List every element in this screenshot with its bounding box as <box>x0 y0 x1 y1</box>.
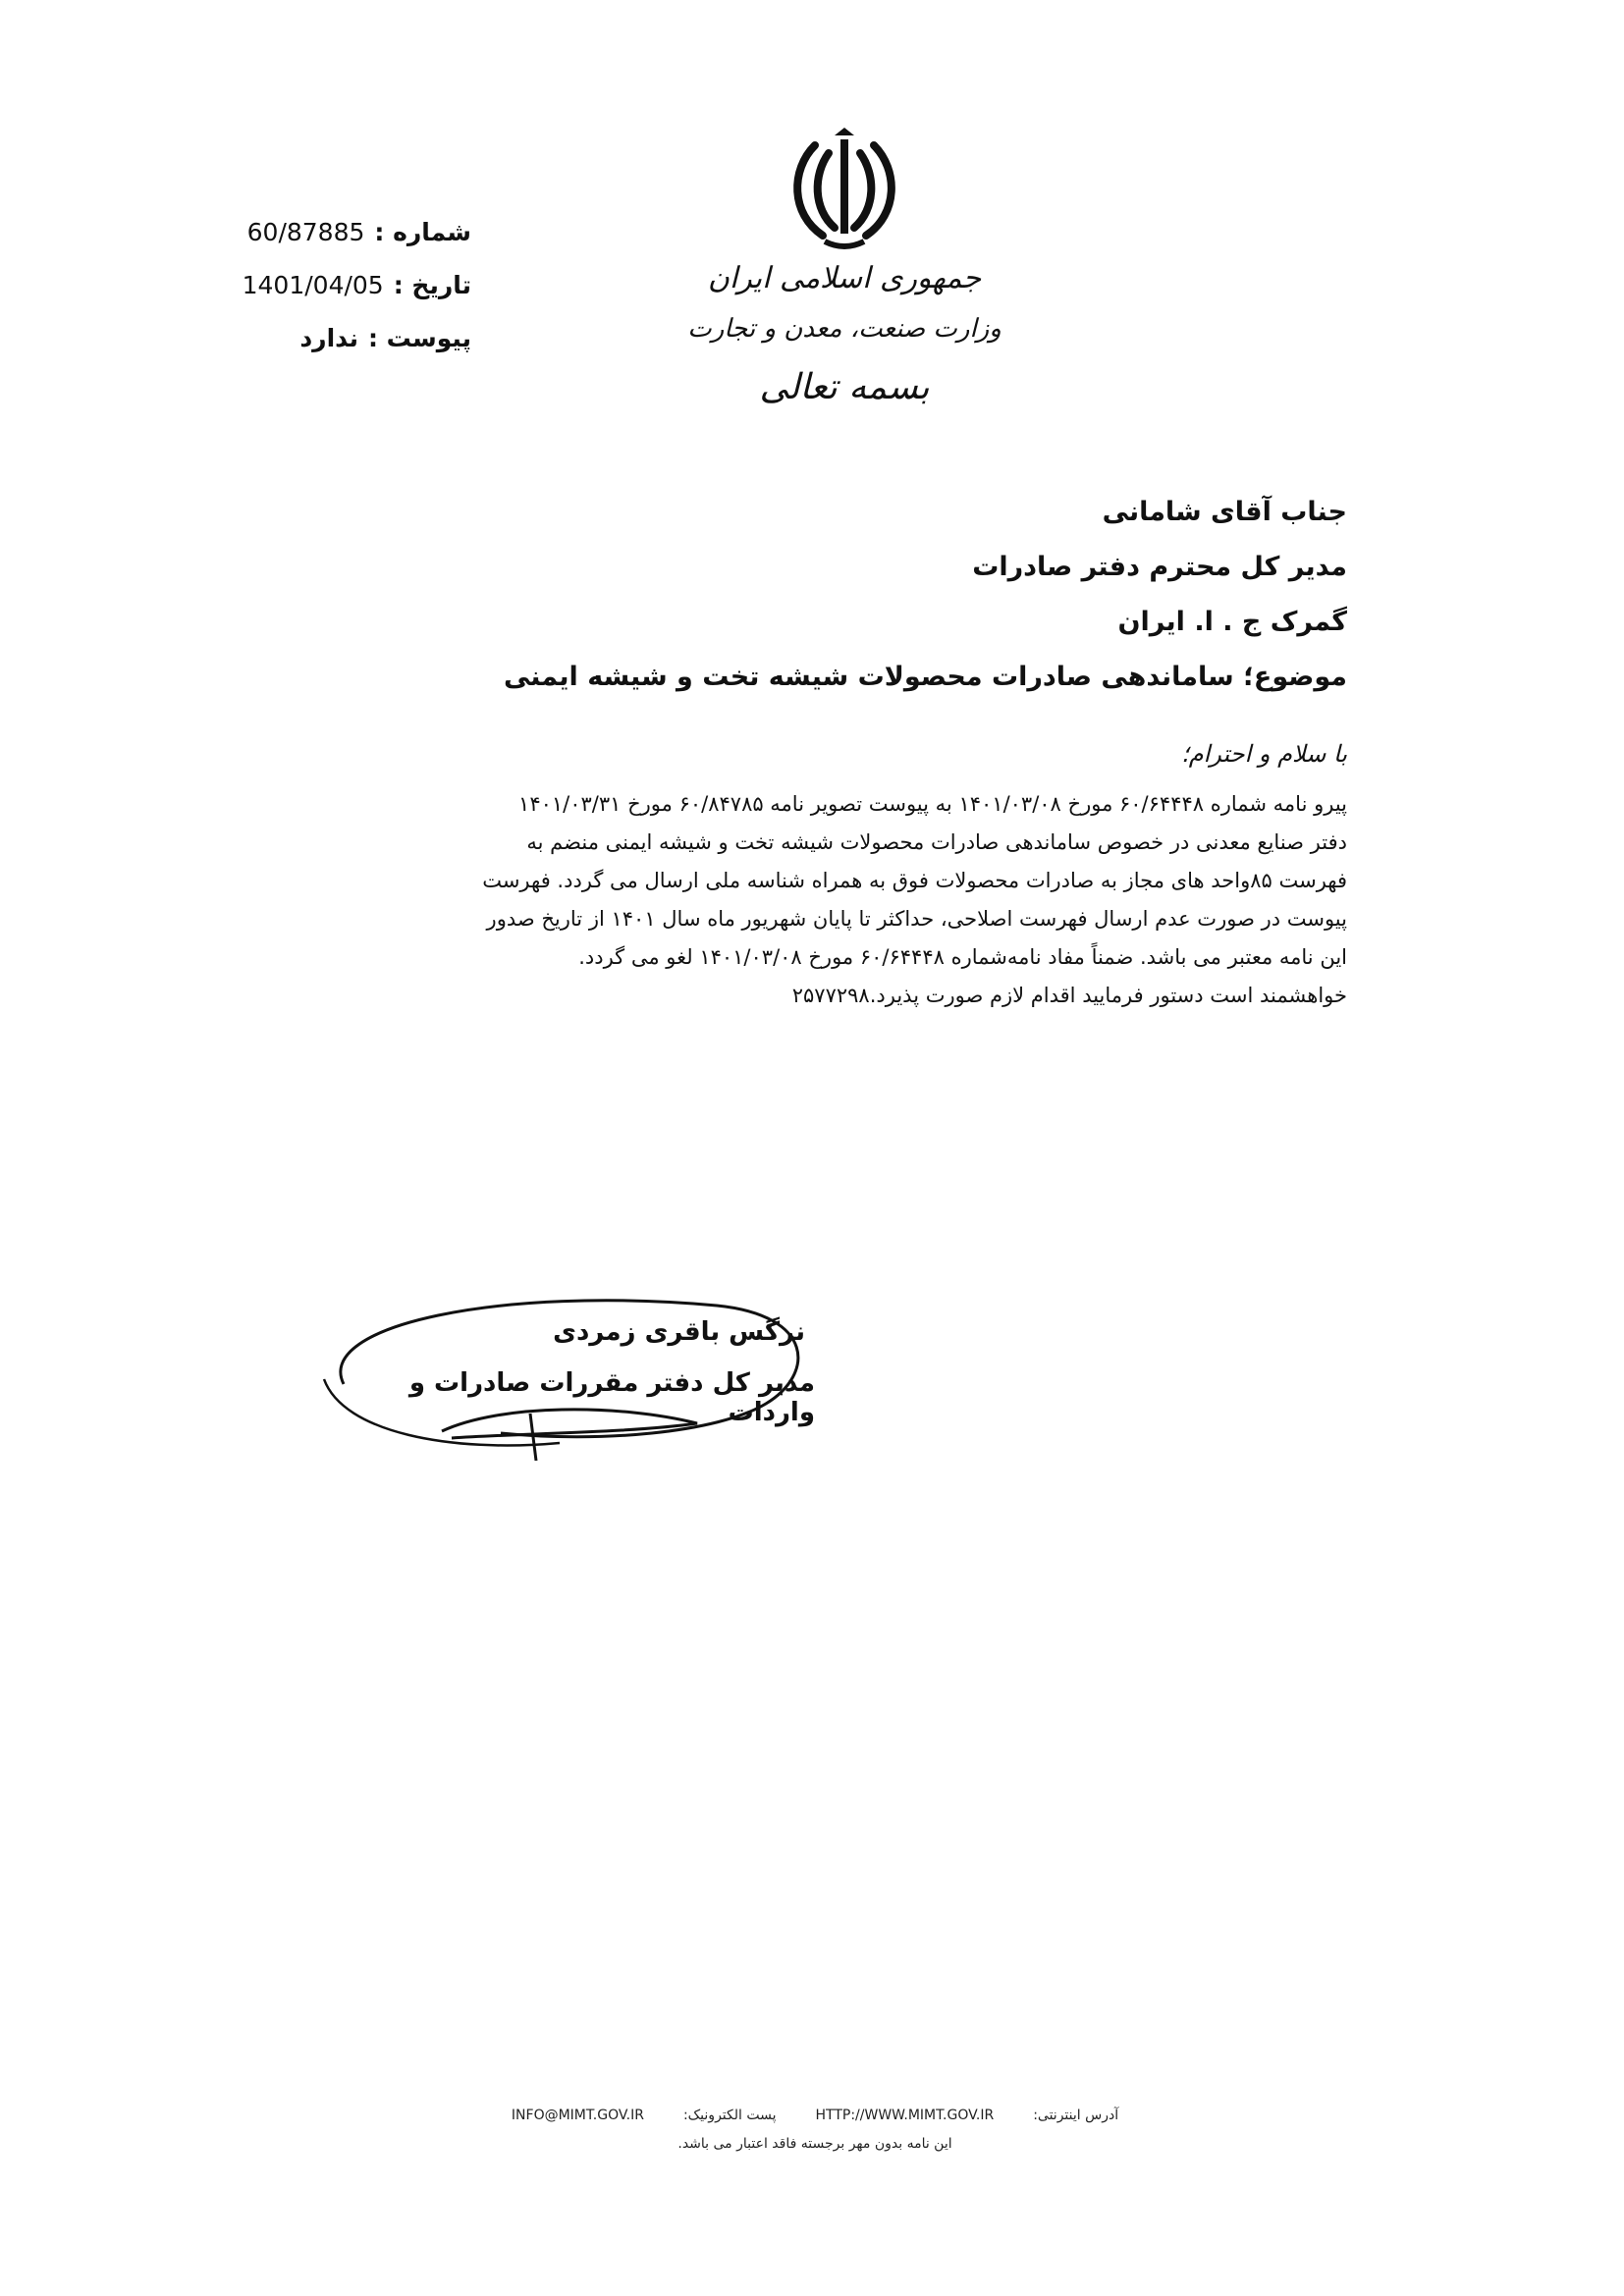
letter-subject: موضوع؛ ساماندهی صادرات محصولات شیشه تخت و شیشه ایمنی <box>503 662 1347 692</box>
addressee-name: جناب آقای شامانی <box>1102 497 1347 527</box>
government-name: جمهوری اسلامی ایران <box>707 261 982 295</box>
signature-block <box>304 1286 815 1463</box>
number-label: شماره : <box>374 218 471 246</box>
ministry-header <box>687 253 1001 422</box>
date-value: 1401/04/05 <box>242 271 384 299</box>
invocation: بسمه تعالی <box>759 367 930 407</box>
addressee-block <box>365 485 1347 705</box>
salutation: با سلام و احترام؛ <box>1181 740 1347 768</box>
footer-contact <box>393 2101 1237 2130</box>
signatory-name: نرگس باقری زمردی <box>553 1317 805 1347</box>
letter-body <box>267 785 1347 1015</box>
letter-footer <box>393 2101 1237 2158</box>
attachment-row <box>196 324 471 377</box>
date-row <box>196 271 471 324</box>
email-label: پست الکترونیک: <box>682 2108 777 2123</box>
website-link[interactable]: HTTP://WWW.MIMT.GOV.IR <box>815 2108 995 2123</box>
attachment-value: ندارد <box>299 324 358 352</box>
body-line: پیرو نامه شماره ۶۰/۶۴۴۴۸ مورخ ۱۴۰۱/۰۳/۰۸ به پیوست تصویر نامه ۶۰/۸۴۷۸۵ مورخ ۱۴۰۱/۰۳/۳۱ <box>518 792 1347 816</box>
footer-note: این نامه بدون مهر برجسته فاقد اعتبار می باشد. <box>677 2136 952 2152</box>
date-label: تاریخ : <box>393 271 471 299</box>
number-value: 60/87885 <box>246 218 365 246</box>
ministry-name: وزارت صنعت، معدن و تجارت <box>687 314 1001 344</box>
body-line: پیوست در صورت عدم ارسال فهرست اصلاحی، حداکثر تا پایان شهریور ماه سال ۱۴۰۱ از تاریخ صدور <box>486 907 1347 931</box>
number-row <box>196 218 471 271</box>
iran-emblem-icon <box>785 126 903 253</box>
website-label: آدرس اینترنتی: <box>1033 2108 1119 2123</box>
body-line: این نامه معتبر می باشد. ضمناً مفاد نامه‌شماره ۶۰/۶۴۴۴۸ مورخ ۱۴۰۱/۰۳/۰۸ لغو می گردد. <box>578 945 1347 969</box>
addressee-title: مدیر کل محترم دفتر صادرات <box>972 552 1347 582</box>
addressee-org: گمرک ج . ا. ایران <box>1117 607 1347 637</box>
attachment-label: پیوست : <box>367 324 471 352</box>
body-line: خواهشمند است دستور فرمایید اقدام لازم صورت پذیرد.۲۵۷۷۲۹۸ <box>791 984 1347 1007</box>
signatory-title: مدیر کل دفتر مقررات صادرات و واردات <box>408 1368 815 1427</box>
body-line: دفتر صنایع معدنی در خصوص ساماندهی صادرات محصولات شیشه تخت و شیشه ایمنی منضم به <box>526 830 1347 854</box>
email-link[interactable]: INFO@MIMT.GOV.IR <box>511 2108 644 2123</box>
letter-meta <box>196 218 471 377</box>
body-line: فهرست ۸۵واحد های مجاز به صادرات محصولات فوق به همراه شناسه ملی ارسال می گردد. فهرست <box>482 869 1347 892</box>
